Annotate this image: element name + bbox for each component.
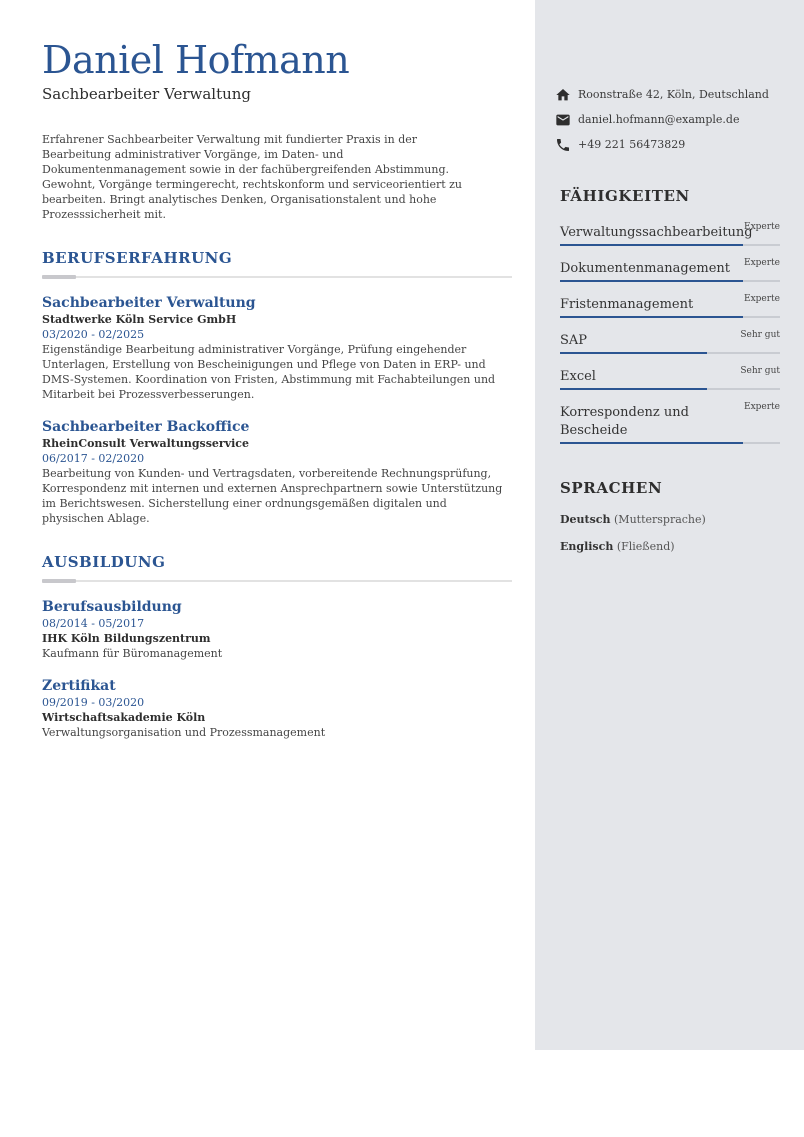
language-level: (Muttersprache) xyxy=(614,513,706,526)
phone-number: +49 221 56473829 xyxy=(578,138,686,151)
skill-bar-fill xyxy=(560,442,743,444)
skill-label: SAP xyxy=(560,333,588,348)
section-divider xyxy=(42,276,512,278)
entry-title: Zertifikat xyxy=(42,678,116,694)
skill-item xyxy=(560,368,780,390)
skill-bar xyxy=(560,280,780,282)
skill-label: Dokumentenmanagement xyxy=(560,261,731,276)
skill-bar xyxy=(560,244,780,246)
address-text: Roonstraße 42, Köln, Deutschland xyxy=(578,88,769,101)
education-title: AUSBILDUNG xyxy=(42,553,166,571)
experience-entry xyxy=(42,294,512,402)
entry-description: Eigenständige Bearbeitung administrativer Vorgänge, Prüfung eingehender Unterlagen, Erstellung von Bescheinigungen und Pflege von Daten in ERP- und DMS-Systemen. Koordination von Fristen, Abstimmung mit Fachabteilungen und Mitarbeit bei Prozessverbesserungen. xyxy=(42,343,496,401)
education-entry xyxy=(42,677,512,740)
entry-title: Berufsausbildung xyxy=(42,599,182,615)
skill-bar-fill xyxy=(560,244,743,246)
entry-title: Sachbearbeiter Backoffice xyxy=(42,419,250,435)
contact-address xyxy=(555,82,785,107)
person-name: Daniel Hofmann xyxy=(42,38,350,82)
entry-description: Bearbeitung von Kunden- und Vertragsdaten, vorbereitende Rechnungsprüfung, Korrespondenz mit internen und externen Ansprechpartnern sowie Unterstützung im Berichtswesen. Sicherstellung einer ordnungsgemäßen digitalen und physischen Ablage. xyxy=(42,467,503,525)
contact-block xyxy=(555,82,785,157)
language-level: (Fließend) xyxy=(616,540,675,553)
skill-item xyxy=(560,296,780,318)
experience-title: BERUFSERFAHRUNG xyxy=(42,249,233,267)
skill-label: Korrespondenz und Bescheide xyxy=(560,405,689,438)
main-column xyxy=(42,36,512,740)
entry-organization: Wirtschaftsakademie Köln xyxy=(42,711,206,724)
skill-level: Experte xyxy=(744,402,780,412)
skill-level: Experte xyxy=(744,222,780,232)
email-link[interactable]: daniel.hofmann@example.de xyxy=(578,113,740,126)
language-name: Deutsch xyxy=(560,513,611,526)
skill-level: Sehr gut xyxy=(740,330,780,340)
skill-bar xyxy=(560,316,780,318)
skill-level: Experte xyxy=(744,294,780,304)
section-divider xyxy=(42,580,512,582)
phone-icon xyxy=(555,137,571,153)
skill-item xyxy=(560,332,780,354)
skill-bar-fill xyxy=(560,352,707,354)
skill-level: Sehr gut xyxy=(740,366,780,376)
entry-date: 09/2019 - 03/2020 xyxy=(42,696,145,709)
entry-organization: RheinConsult Verwaltungsservice xyxy=(42,437,249,450)
skills-list xyxy=(560,224,780,444)
skill-level: Experte xyxy=(744,258,780,268)
entry-organization: Stadtwerke Köln Service GmbH xyxy=(42,313,237,326)
languages-list xyxy=(560,512,780,554)
skill-bar-fill xyxy=(560,388,707,390)
skill-bar-fill xyxy=(560,316,743,318)
skill-label: Verwaltungssachbearbeitung xyxy=(560,225,753,240)
entry-date: 03/2020 - 02/2025 xyxy=(42,328,145,341)
skills-section xyxy=(560,186,780,444)
education-entry xyxy=(42,598,512,661)
language-item xyxy=(560,512,780,527)
skill-item xyxy=(560,260,780,282)
mail-icon xyxy=(555,112,571,128)
skill-bar-fill xyxy=(560,280,743,282)
job-title: Sachbearbeiter Verwaltung xyxy=(42,85,252,103)
experience-entry xyxy=(42,418,512,526)
skill-bar xyxy=(560,388,780,390)
skill-item xyxy=(560,404,780,444)
home-icon xyxy=(555,87,571,103)
skill-label: Fristenmanagement xyxy=(560,297,694,312)
contact-phone xyxy=(555,132,785,157)
entry-title: Sachbearbeiter Verwaltung xyxy=(42,295,256,311)
profile-summary: Erfahrener Sachbearbeiter Verwaltung mit fundierter Praxis in der Bearbeitung administrativer Vorgänge, im Daten- und Dokumentenmanagement sowie in der fachübergreifenden Abstimmung. Gewohnt, Vorgänge termingerecht, rechtskonform und serviceorientiert zu bearbeiten. Bringt analytisches Denken, Organisationstalent und hohe Prozesssicherheit mit. xyxy=(42,133,463,221)
entry-description: Verwaltungsorganisation und Prozessmanagement xyxy=(42,726,326,739)
education-section-header xyxy=(42,552,512,582)
languages-title: SPRACHEN xyxy=(560,479,663,497)
entry-organization: IHK Köln Bildungszentrum xyxy=(42,632,211,645)
language-item xyxy=(560,539,780,554)
entry-description: Kaufmann für Büromanagement xyxy=(42,647,223,660)
skills-title: FÄHIGKEITEN xyxy=(560,187,690,205)
contact-email xyxy=(555,107,785,132)
skill-bar xyxy=(560,442,780,444)
entry-date: 06/2017 - 02/2020 xyxy=(42,452,145,465)
experience-section-header xyxy=(42,248,512,278)
language-name: Englisch xyxy=(560,540,614,553)
languages-section xyxy=(560,478,780,554)
skill-bar xyxy=(560,352,780,354)
skill-label: Excel xyxy=(560,369,596,384)
entry-date: 08/2014 - 05/2017 xyxy=(42,617,145,630)
skill-item xyxy=(560,224,780,246)
